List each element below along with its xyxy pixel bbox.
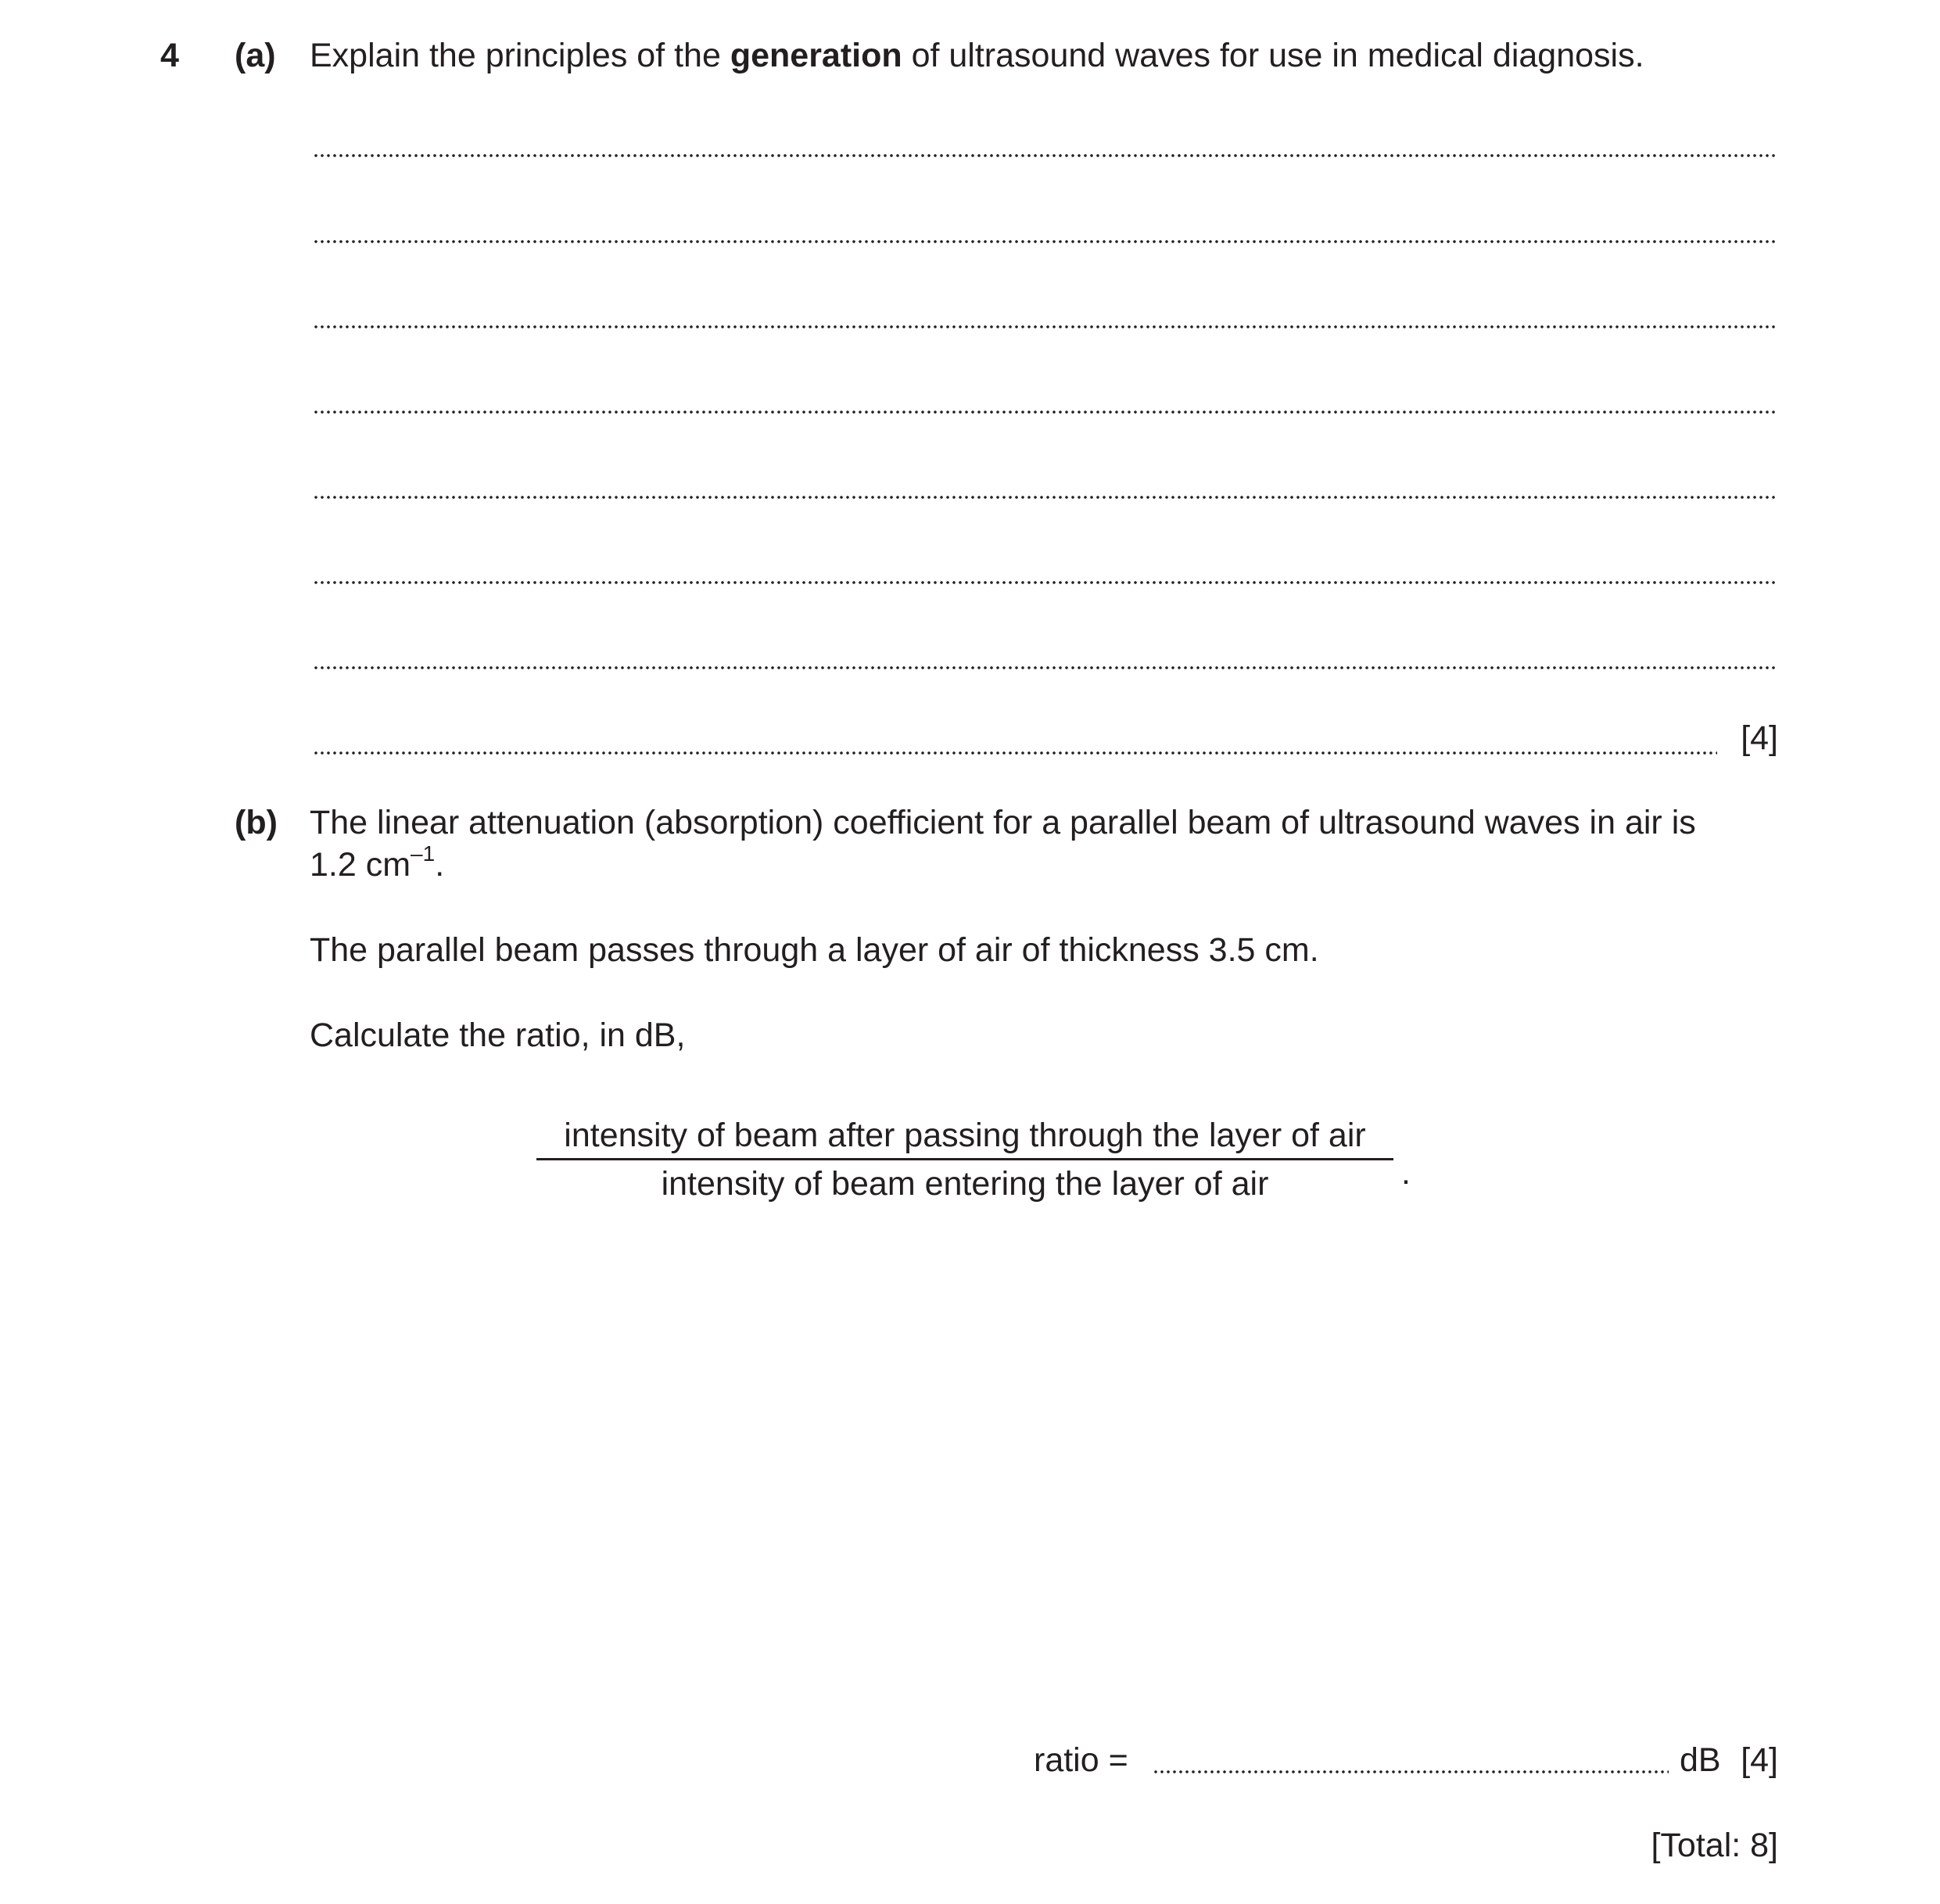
ratio-label: ratio = [1034,1741,1128,1779]
fraction-numerator: intensity of beam after passing through the layer of air [536,1117,1393,1160]
fraction-end: . [1401,1154,1411,1192]
total-marks: [Total: 8] [1651,1827,1778,1864]
answer-line-a-3[interactable] [313,325,1778,328]
part-b-line2 [310,841,445,884]
part-b-paragraph2: The parallel beam passes through a layer of air of thickness 3.5 cm. [310,931,1319,969]
part-b-label: (b) [235,804,278,841]
part-a-marks: [4] [1741,719,1778,757]
part-b-line1: The linear attenuation (absorption) coefficient for a parallel beam of ultrasound waves in air is [310,804,1696,841]
answer-line-a-4[interactable] [313,411,1778,414]
ratio-answer-field[interactable] [1153,1770,1669,1773]
part-a-text-after: of ultrasound waves for use in medical diagnosis. [902,37,1644,74]
part-a-label: (a) [235,37,276,74]
intensity-fraction [536,1117,1393,1203]
attenuation-exponent: –1 [411,841,436,866]
fraction-denominator: intensity of beam entering the layer of air [661,1165,1269,1203]
answer-line-a-6[interactable] [313,581,1778,584]
ratio-unit: dB [1680,1741,1721,1779]
attenuation-end: . [435,846,445,884]
question-number: 4 [160,37,179,74]
answer-line-a-8[interactable] [313,751,1717,755]
part-b-paragraph3: Calculate the ratio, in dB, [310,1017,686,1054]
part-a-text-before: Explain the principles of the [310,37,730,74]
part-a-question [310,37,1644,75]
part-a-text-bold: generation [730,37,902,74]
part-b-marks: [4] [1741,1741,1778,1779]
attenuation-value: 1.2 cm [310,846,411,884]
answer-line-a-1[interactable] [313,154,1778,157]
answer-line-a-7[interactable] [313,666,1778,669]
answer-line-a-5[interactable] [313,496,1778,499]
answer-line-a-2[interactable] [313,240,1778,243]
